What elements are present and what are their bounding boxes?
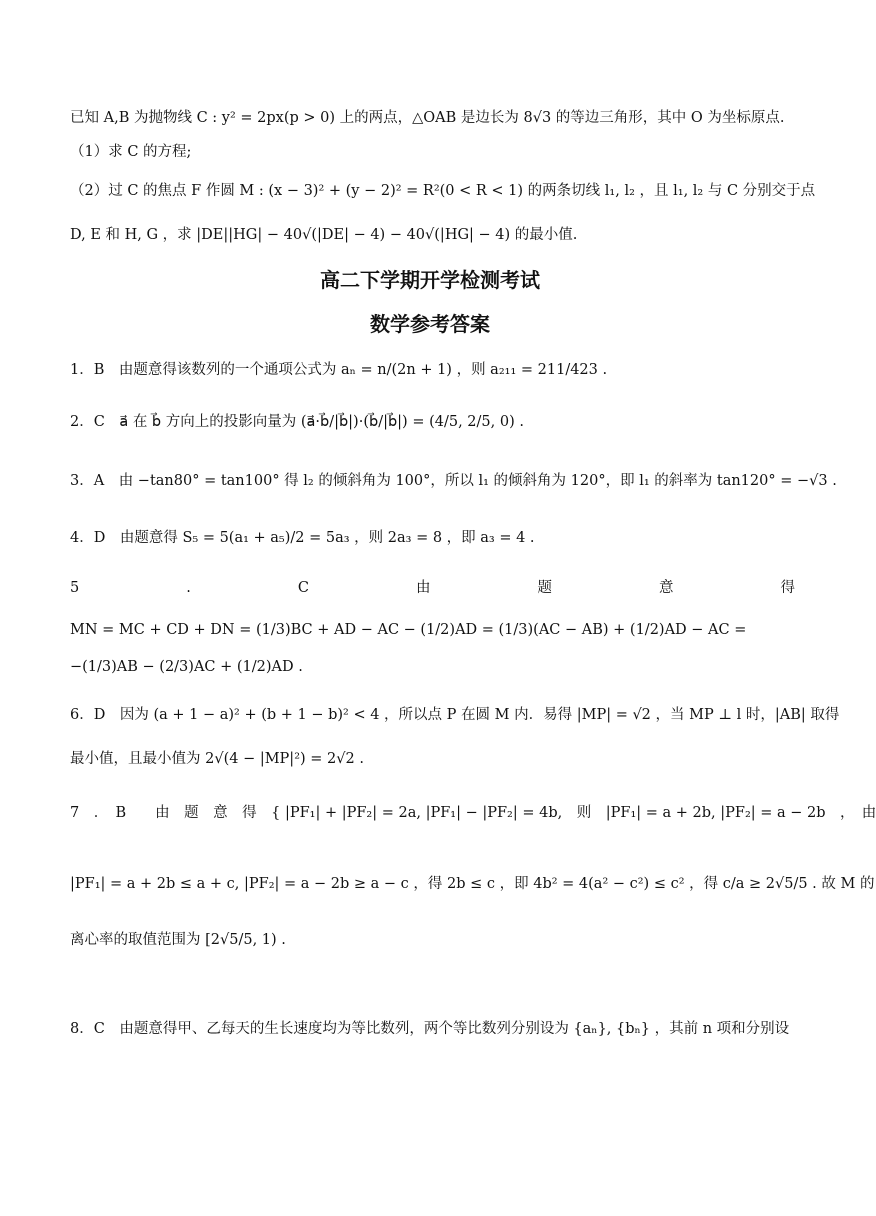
- answer-5-line-3: −(1/3)AB − (2/3)AC + (1/2)AD .: [70, 659, 303, 675]
- exam-title: 高二下学期开学检测考试: [320, 268, 540, 292]
- answer-1: 1．B 由题意得该数列的一个通项公式为 aₙ = n/(2n + 1) ，则 a₂₁₁ = 211/423 .: [70, 362, 608, 378]
- answer-5-word: 题: [537, 580, 552, 596]
- answer-8-line-1: 8．C 由题意得甲、乙每天的生长速度均为等比数列，两个等比数列分别设为 {aₙ}, {bₙ} ，其前 n 项和分别设: [70, 1021, 790, 1037]
- answer-7-line-1: 7 ． B 由 题 意 得 { |PF₁| + |PF₂| = 2a, |PF₁| − |PF₂| = 4b, 则 |PF₁| = a + 2b, |PF₂| = a − 2b ， 由: [70, 805, 876, 821]
- problem-part-2-line-1: （2）过 C 的焦点 F 作圆 M : (x − 3)² + (y − 2)² = R²(0 < R < 1) 的两条切线 l₁, l₂ ，且 l₁, l₂ 与 C 分别交于点: [70, 183, 816, 199]
- answer-5-word: 由: [415, 580, 431, 596]
- problem-part-2-line-2: D, E 和 H, G ，求 |DE||HG| − 40√(|DE| − 4) − 40√(|HG| − 4) 的最小值.: [70, 227, 578, 243]
- answer-5-word: 得: [780, 580, 795, 596]
- answer-title: 数学参考答案: [370, 312, 490, 336]
- answer-5-line-2: MN = MC + CD + DN = (1/3)BC + AD − AC − (1/2)AD = (1/3)(AC − AB) + (1/2)AD − AC =: [70, 622, 747, 638]
- answer-7-line-3: 离心率的取值范围为 [2√5/5, 1) .: [70, 932, 286, 948]
- problem-stem: 已知 A,B 为抛物线 C : y² = 2px(p > 0) 上的两点，△OAB 是边长为 8√3 的等边三角形，其中 O 为坐标原点.: [70, 110, 785, 126]
- answer-4: 4．D 由题意得 S₅ = 5(a₁ + a₅)/2 = 5a₃ ，则 2a₃ = 8 ，即 a₃ = 4 .: [70, 530, 535, 546]
- answer-5-line-1: [70, 577, 795, 599]
- answer-5-number: 5: [70, 580, 80, 596]
- answer-5-word: 意: [658, 580, 674, 596]
- answer-2: 2．C a⃗ 在 b⃗ 方向上的投影向量为 (a⃗·b⃗/|b⃗|)·(b⃗/|b⃗|) = (4/5, 2/5, 0) .: [70, 414, 524, 430]
- answer-7-line-2: |PF₁| = a + 2b ≤ a + c, |PF₂| = a − 2b ≥ a − c ，得 2b ≤ c ，即 4b² = 4(a² − c²) ≤ c² ，得 c/a ≥ 2√5/5 . 故 M 的: [70, 876, 875, 892]
- answer-6-line-1: 6．D 因为 (a + 1 − a)² + (b + 1 − b)² < 4 ，所以点 P 在圆 M 内．易得 |MP| = √2 ，当 MP ⊥ l 时，|AB| 取得: [70, 707, 840, 723]
- answer-6-line-2: 最小值，且最小值为 2√(4 − |MP|²) = 2√2 .: [70, 751, 364, 767]
- answer-5-choice: C: [297, 580, 309, 596]
- problem-part-1: （1）求 C 的方程;: [70, 144, 192, 160]
- answer-5-dot: .: [186, 580, 191, 596]
- answer-3: 3．A 由 −tan80° = tan100° 得 l₂ 的倾斜角为 100°，所以 l₁ 的倾斜角为 120°，即 l₁ 的斜率为 tan120° = −√3 .: [70, 473, 837, 489]
